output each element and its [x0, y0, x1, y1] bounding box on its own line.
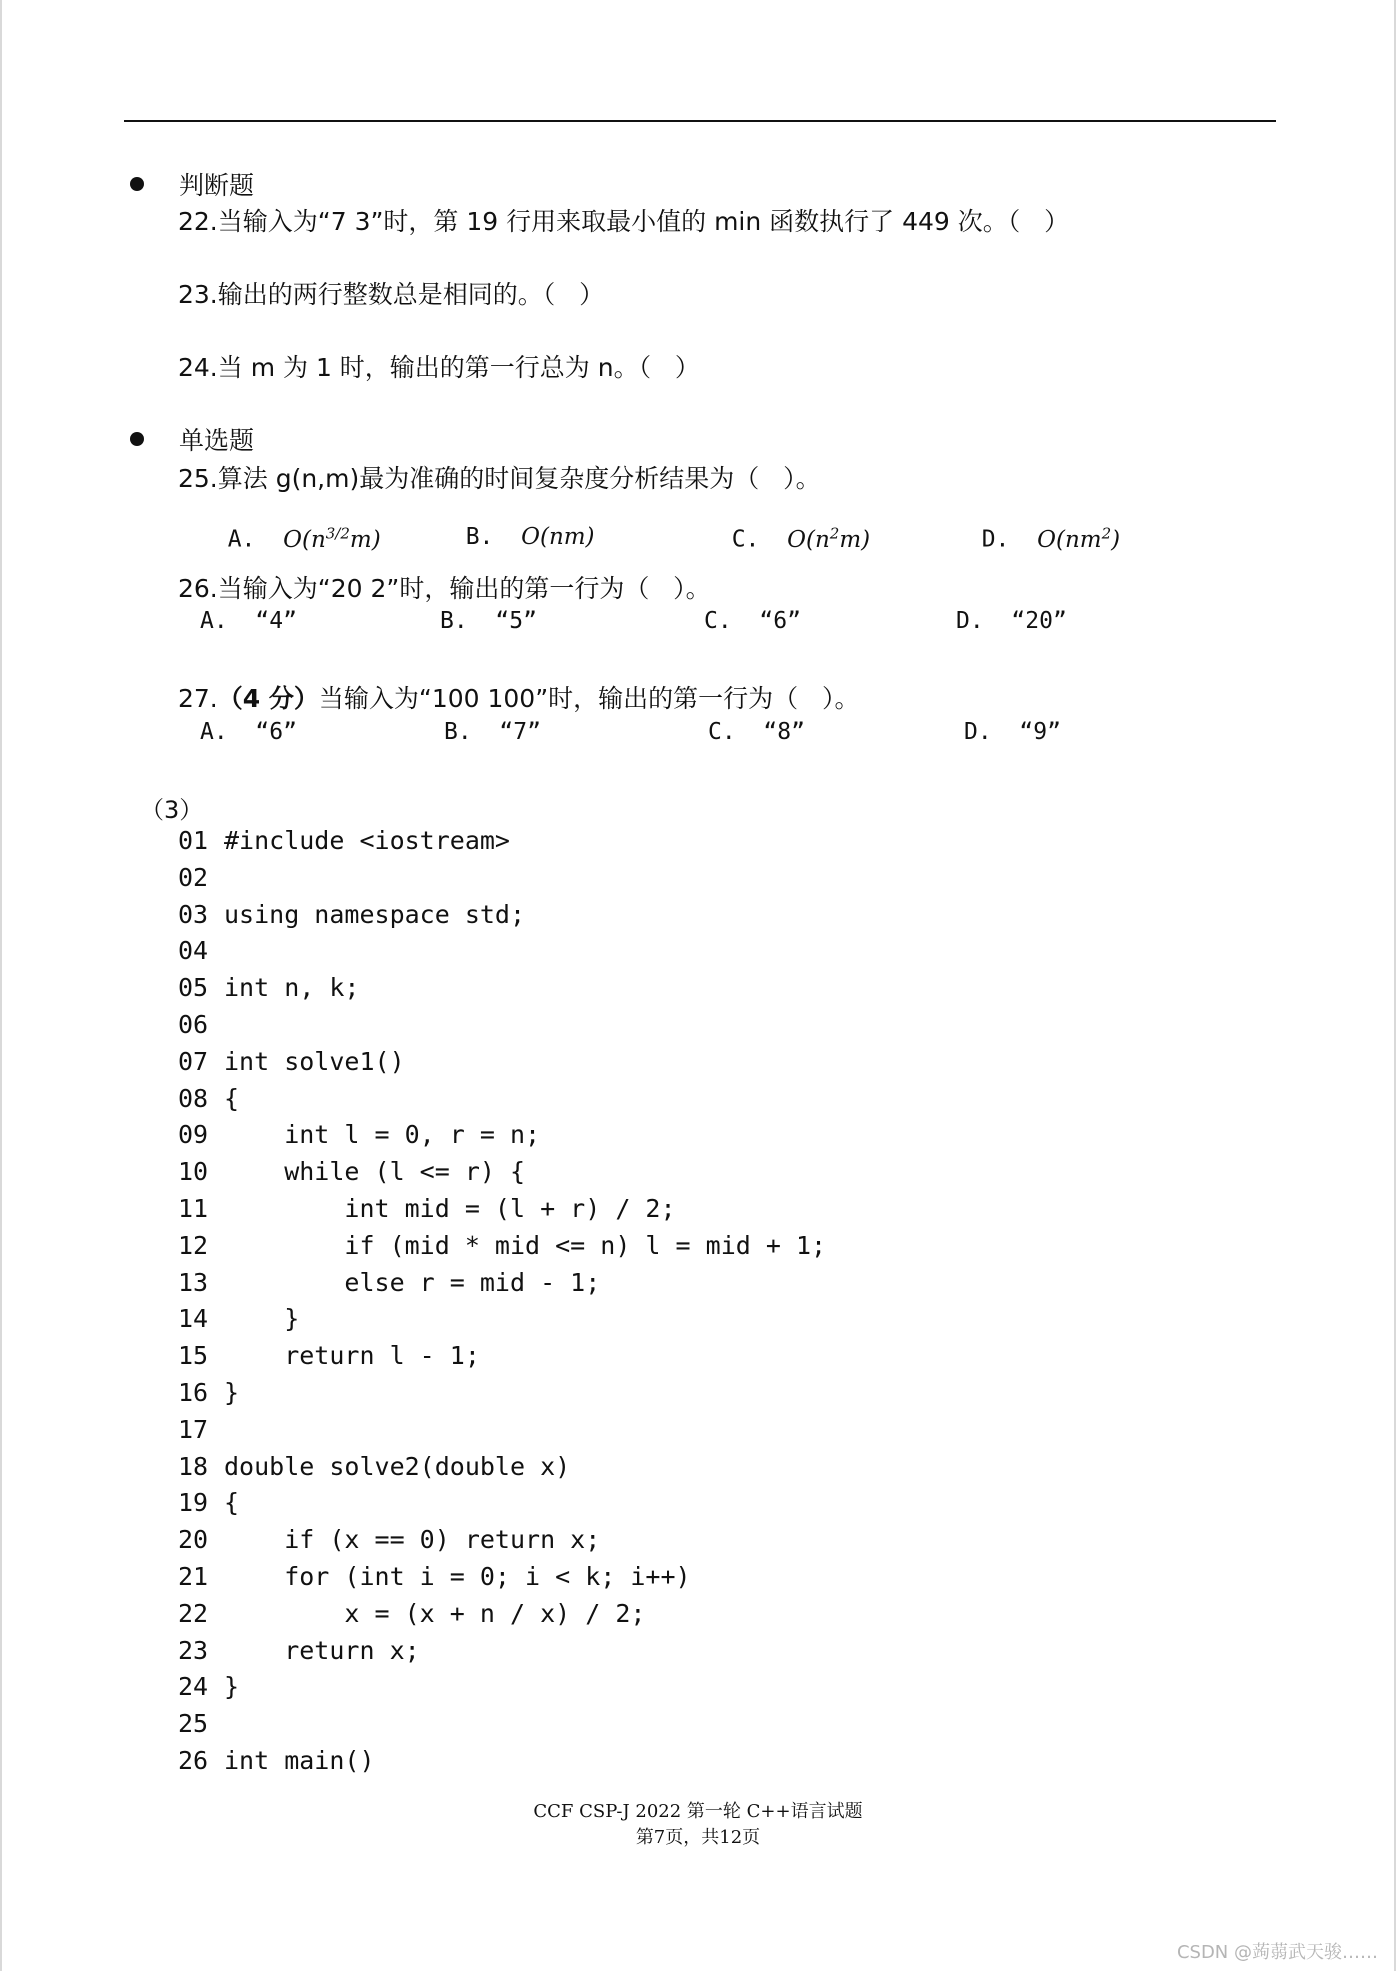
code-text: int l = 0, r = n; — [224, 1120, 541, 1149]
option-label: B. — [440, 608, 468, 634]
code-text: if (x == 0) return x; — [224, 1525, 601, 1554]
footer-title: CCF CSP-J 2022 第一轮 C++语言试题 — [533, 1801, 863, 1822]
code-line — [178, 1452, 570, 1481]
code-line — [178, 1525, 600, 1554]
option-value: “9” — [1019, 719, 1061, 745]
question-24: 24.当 m 为 1 时，输出的第一行总为 n。（ ） — [178, 353, 700, 382]
code-line — [178, 1636, 420, 1665]
section-single-choice — [130, 421, 254, 457]
code-line — [178, 1378, 239, 1407]
question-22: 22.当输入为“7 3”时，第 19 行用来取最小值的 min 函数执行了 449 次。（ ） — [178, 207, 1070, 236]
option-label: C. — [708, 719, 736, 745]
code-text: for (int i = 0; i < k; i++) — [224, 1562, 691, 1591]
section-title: 单选题 — [179, 426, 255, 455]
option-25-d[interactable] — [954, 498, 1120, 553]
option-26-a[interactable] — [200, 608, 297, 634]
code-line — [178, 1010, 224, 1039]
footer-page: 第7页，共12页 — [635, 1827, 761, 1848]
option-value: “4” — [255, 608, 297, 634]
line-number: 07 — [178, 1047, 209, 1076]
code-line — [178, 1341, 480, 1370]
option-value: “6” — [759, 608, 801, 634]
code-text: double solve2(double x) — [224, 1452, 571, 1481]
line-number: 01 — [178, 826, 209, 855]
question-26: 26.当输入为“20 2”时，输出的第一行为（ ）。 — [178, 574, 711, 603]
code-text: int solve1() — [224, 1047, 405, 1076]
code-text: int mid = (l + r) / 2; — [224, 1194, 676, 1223]
line-number: 17 — [178, 1415, 209, 1444]
code-text: int main() — [224, 1746, 375, 1775]
section-title: 判断题 — [179, 171, 255, 200]
option-label: D. — [964, 719, 992, 745]
code-line — [178, 826, 510, 855]
option-label: D. — [956, 608, 984, 634]
code-text: else r = mid - 1; — [224, 1268, 601, 1297]
code-line — [178, 1231, 826, 1260]
option-label: C. — [704, 608, 732, 634]
code-line — [178, 1415, 224, 1444]
option-label: B. — [465, 524, 494, 550]
line-number: 15 — [178, 1341, 209, 1370]
option-label: C. — [731, 526, 760, 553]
code-line — [178, 863, 224, 892]
code-line — [178, 1047, 405, 1076]
line-number: 23 — [178, 1636, 209, 1665]
option-25-b[interactable] — [438, 498, 595, 550]
option-math: $O(n^2m)$ — [787, 524, 871, 553]
code-line — [178, 1488, 239, 1517]
line-number: 06 — [178, 1010, 209, 1039]
line-number: 10 — [178, 1157, 209, 1186]
line-number: 11 — [178, 1194, 209, 1223]
part-label: （3） — [140, 796, 204, 824]
code-text: { — [224, 1084, 240, 1113]
option-27-b[interactable] — [444, 719, 541, 745]
question-number: 27. — [178, 684, 218, 713]
option-label: A. — [227, 526, 256, 553]
question-score: （4 分） — [217, 684, 319, 713]
code-line — [178, 1709, 224, 1738]
line-number: 18 — [178, 1452, 209, 1481]
option-label: A. — [200, 608, 228, 634]
option-label: B. — [444, 719, 472, 745]
code-text: if (mid * mid <= n) l = mid + 1; — [224, 1231, 827, 1260]
bullet-icon — [130, 432, 144, 446]
line-number: 21 — [178, 1562, 209, 1591]
question-27 — [178, 679, 860, 715]
option-27-d[interactable] — [964, 719, 1061, 745]
code-line — [178, 1120, 540, 1149]
line-number: 25 — [178, 1709, 209, 1738]
option-value: “7” — [499, 719, 541, 745]
line-number: 09 — [178, 1120, 209, 1149]
option-27-c[interactable] — [708, 719, 805, 745]
code-line — [178, 1194, 676, 1223]
option-27-a[interactable] — [200, 719, 297, 745]
line-number: 24 — [178, 1672, 209, 1701]
code-line — [178, 973, 359, 1002]
code-line — [178, 900, 525, 929]
option-25-c[interactable] — [704, 498, 870, 553]
code-text: } — [224, 1378, 240, 1407]
line-number: 22 — [178, 1599, 209, 1628]
option-26-d[interactable] — [956, 608, 1067, 634]
code-text: } — [224, 1304, 300, 1333]
line-number: 05 — [178, 973, 209, 1002]
code-line — [178, 1084, 239, 1113]
code-line — [178, 1672, 239, 1701]
code-line — [178, 1157, 525, 1186]
code-text: return x; — [224, 1636, 420, 1665]
option-25-a[interactable] — [200, 498, 381, 553]
question-stem: 当输入为“100 100”时，输出的第一行为（ ）。 — [318, 684, 860, 713]
question-23: 23.输出的两行整数总是相同的。（ ） — [178, 280, 605, 309]
option-value: “8” — [763, 719, 805, 745]
line-number: 13 — [178, 1268, 209, 1297]
code-text: int n, k; — [224, 973, 360, 1002]
option-label: D. — [981, 526, 1010, 553]
code-text: x = (x + n / x) / 2; — [224, 1599, 646, 1628]
header-rule — [124, 120, 1276, 122]
option-value: “5” — [495, 608, 537, 634]
line-number: 20 — [178, 1525, 209, 1554]
option-value: “20” — [1011, 608, 1067, 634]
line-number: 12 — [178, 1231, 209, 1260]
code-line — [178, 1304, 299, 1333]
watermark: CSDN @蒟蒻武天骏…… — [1176, 1942, 1378, 1963]
line-number: 08 — [178, 1084, 209, 1113]
option-26-c[interactable] — [704, 608, 801, 634]
code-text: using namespace std; — [224, 900, 526, 929]
code-text: #include <iostream> — [224, 826, 510, 855]
code-text: { — [224, 1488, 240, 1517]
line-number: 14 — [178, 1304, 209, 1333]
code-line — [178, 936, 224, 965]
line-number: 19 — [178, 1488, 209, 1517]
code-line — [178, 1746, 375, 1775]
line-number: 02 — [178, 863, 209, 892]
code-line — [178, 1562, 691, 1591]
code-line — [178, 1268, 600, 1297]
code-line — [178, 1599, 645, 1628]
section-true-false — [130, 166, 254, 202]
line-number: 04 — [178, 936, 209, 965]
option-26-b[interactable] — [440, 608, 537, 634]
code-text: } — [224, 1672, 240, 1701]
line-number: 16 — [178, 1378, 209, 1407]
bullet-icon — [130, 177, 144, 191]
option-value: “6” — [255, 719, 297, 745]
option-math: $O(nm^2)$ — [1037, 524, 1121, 553]
code-text: while (l <= r) { — [224, 1157, 526, 1186]
line-number: 03 — [178, 900, 209, 929]
option-math: $O(n^{3/2}m)$ — [283, 524, 381, 553]
question-25: 25.算法 g(n,m)最为准确的时间复杂度分析结果为（ ）。 — [178, 464, 821, 493]
code-text: return l - 1; — [224, 1341, 480, 1370]
line-number: 26 — [178, 1746, 209, 1775]
option-label: A. — [200, 719, 228, 745]
option-math: O(nm) — [521, 524, 595, 550]
